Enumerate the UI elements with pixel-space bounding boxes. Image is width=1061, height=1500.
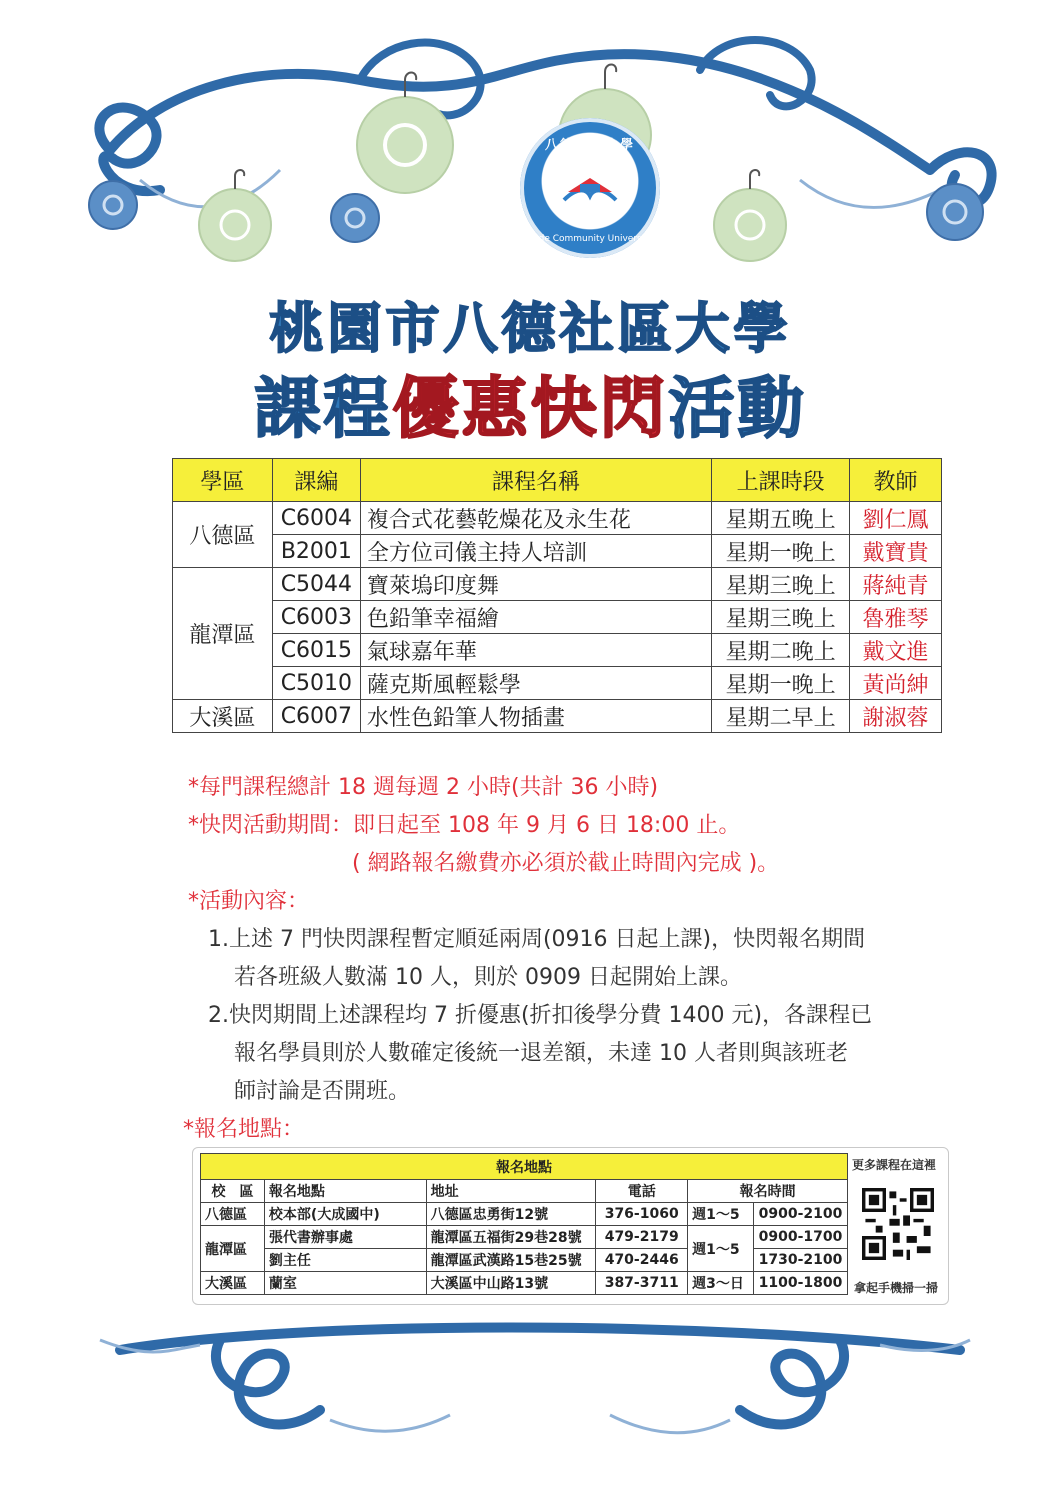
reg-district: 大溪區 (201, 1272, 265, 1295)
course-time: 星期一晚上 (712, 535, 850, 568)
course-name: 全方位司儀主持人培訓 (360, 535, 711, 568)
book-icon (560, 170, 620, 206)
course-name: 複合式花藝乾燥花及永生花 (360, 502, 711, 535)
table-row (201, 1226, 848, 1249)
qr-caption-bottom: 拿起手機掃一掃 (854, 1281, 939, 1295)
course-time: 星期三晚上 (712, 568, 850, 601)
registration-table (200, 1153, 848, 1295)
course-name: 色鉛筆幸福繪 (360, 601, 711, 634)
logo-name: 八德社區大學 (544, 138, 635, 153)
course-teacher: 蔣純青 (850, 568, 942, 601)
col-teacher: 教師 (850, 459, 942, 502)
reg-district: 八德區 (201, 1203, 265, 1226)
reg-hours: 1730-2100 (754, 1249, 848, 1272)
course-time: 星期二晚上 (712, 634, 850, 667)
course-teacher: 戴寶貴 (850, 535, 942, 568)
course-teacher: 魯雅琴 (850, 601, 942, 634)
course-code: C6003 (272, 601, 360, 634)
reg-col-address: 地址 (426, 1180, 596, 1203)
course-table-header (173, 459, 942, 502)
reg-district: 龍潭區 (201, 1226, 265, 1272)
reg-phone: 479-2179 (596, 1226, 688, 1249)
reg-place: 劉主任 (264, 1249, 426, 1272)
note-hours: *每門課程總計 18 週每週 2 小時(共計 36 小時) (188, 775, 659, 800)
district-cell: 八德區 (173, 502, 273, 568)
table-row (173, 568, 942, 601)
registration-title: 報名地點 (201, 1154, 848, 1180)
reg-place: 蘭室 (264, 1272, 426, 1295)
course-code: B2001 (272, 535, 360, 568)
reg-col-phone: 電話 (596, 1180, 688, 1203)
reg-address: 八德區忠勇街12號 (426, 1203, 596, 1226)
subtitle-part2: 優惠快閃 (392, 370, 669, 447)
note-item2-line3: 師討論是否開班。 (234, 1079, 411, 1104)
table-row (201, 1203, 848, 1226)
table-row (173, 502, 942, 535)
note-online: ( 網路報名繳費亦必須於截止時間內完成 )。 (352, 851, 780, 876)
reg-address: 大溪區中山路13號 (426, 1272, 596, 1295)
reg-days: 週3～日 (688, 1272, 754, 1295)
col-code: 課編 (272, 459, 360, 502)
table-row (173, 700, 942, 733)
district-cell: 龍潭區 (173, 568, 273, 700)
reg-phone: 376-1060 (596, 1203, 688, 1226)
course-code: C5044 (272, 568, 360, 601)
col-name: 課程名稱 (360, 459, 711, 502)
course-teacher: 劉仁鳳 (850, 502, 942, 535)
reg-phone: 387-3711 (596, 1272, 688, 1295)
logo-english: Bade Community University (526, 234, 654, 244)
reg-phone: 470-2446 (596, 1249, 688, 1272)
course-name: 氣球嘉年華 (360, 634, 711, 667)
reg-place: 校本部(大成國中) (264, 1203, 426, 1226)
reg-days: 週1～5 (688, 1226, 754, 1272)
course-name: 水性色鉛筆人物插畫 (360, 700, 711, 733)
reg-col-hours: 報名時間 (688, 1180, 848, 1203)
course-time: 星期二早上 (712, 700, 850, 733)
col-district: 學區 (173, 459, 273, 502)
course-time: 星期五晚上 (712, 502, 850, 535)
note-item2-line1: 2.快閃期間上述課程均 7 折優惠(折扣後學分費 1400 元)，各課程已 (208, 1003, 873, 1028)
course-time: 星期一晚上 (712, 667, 850, 700)
note-period: *快閃活動期間：即日起至 108 年 9 月 6 日 18:00 止。 (188, 813, 741, 838)
note-item1-line1: 1.上述 7 門快閃課程暫定順延兩周(0916 日起上課)，快閃報名期間 (208, 927, 866, 952)
qr-caption-top: 更多課程在這裡 (852, 1158, 937, 1172)
qr-code-icon[interactable] (862, 1188, 934, 1260)
subtitle-part3: 活動 (668, 370, 807, 447)
course-time: 星期三晚上 (712, 601, 850, 634)
course-name: 寶萊塢印度舞 (360, 568, 711, 601)
reg-days: 週1～5 (688, 1203, 754, 1226)
school-logo (520, 118, 660, 258)
course-code: C5010 (272, 667, 360, 700)
course-code: C6007 (272, 700, 360, 733)
reg-address: 龍潭區武漢路15巷25號 (426, 1249, 596, 1272)
table-row (173, 535, 942, 568)
course-table (172, 458, 942, 733)
reg-col-place: 報名地點 (264, 1180, 426, 1203)
page-subtitle (0, 355, 1061, 450)
course-teacher: 黃尚紳 (850, 667, 942, 700)
table-row (173, 667, 942, 700)
course-teacher: 謝淑蓉 (850, 700, 942, 733)
table-row (173, 601, 942, 634)
reg-hours: 0900-1700 (754, 1226, 848, 1249)
bottom-ribbon-decoration (0, 1320, 1061, 1480)
note-item1-line2: 若各班級人數滿 10 人，則於 0909 日起開始上課。 (234, 965, 742, 990)
note-item2-line2: 報名學員則於人數確定後統一退差額，未達 10 人者則與該班老 (234, 1041, 848, 1066)
table-row (173, 634, 942, 667)
district-cell: 大溪區 (173, 700, 273, 733)
course-code: C6015 (272, 634, 360, 667)
course-name: 薩克斯風輕鬆學 (360, 667, 711, 700)
reg-col-district: 校 區 (201, 1180, 265, 1203)
table-row (201, 1272, 848, 1295)
page-title: 桃園市八德社區大學 (269, 297, 792, 360)
note-location-heading: *報名地點： (183, 1117, 305, 1142)
course-code: C6004 (272, 502, 360, 535)
reg-hours: 1100-1800 (754, 1272, 848, 1295)
reg-place: 張代書辦事處 (264, 1226, 426, 1249)
note-content-heading: *活動內容： (188, 889, 310, 914)
col-time: 上課時段 (712, 459, 850, 502)
subtitle-part1: 課程 (254, 370, 393, 447)
course-teacher: 戴文進 (850, 634, 942, 667)
reg-hours: 0900-2100 (754, 1203, 848, 1226)
reg-address: 龍潭區五福街29巷28號 (426, 1226, 596, 1249)
